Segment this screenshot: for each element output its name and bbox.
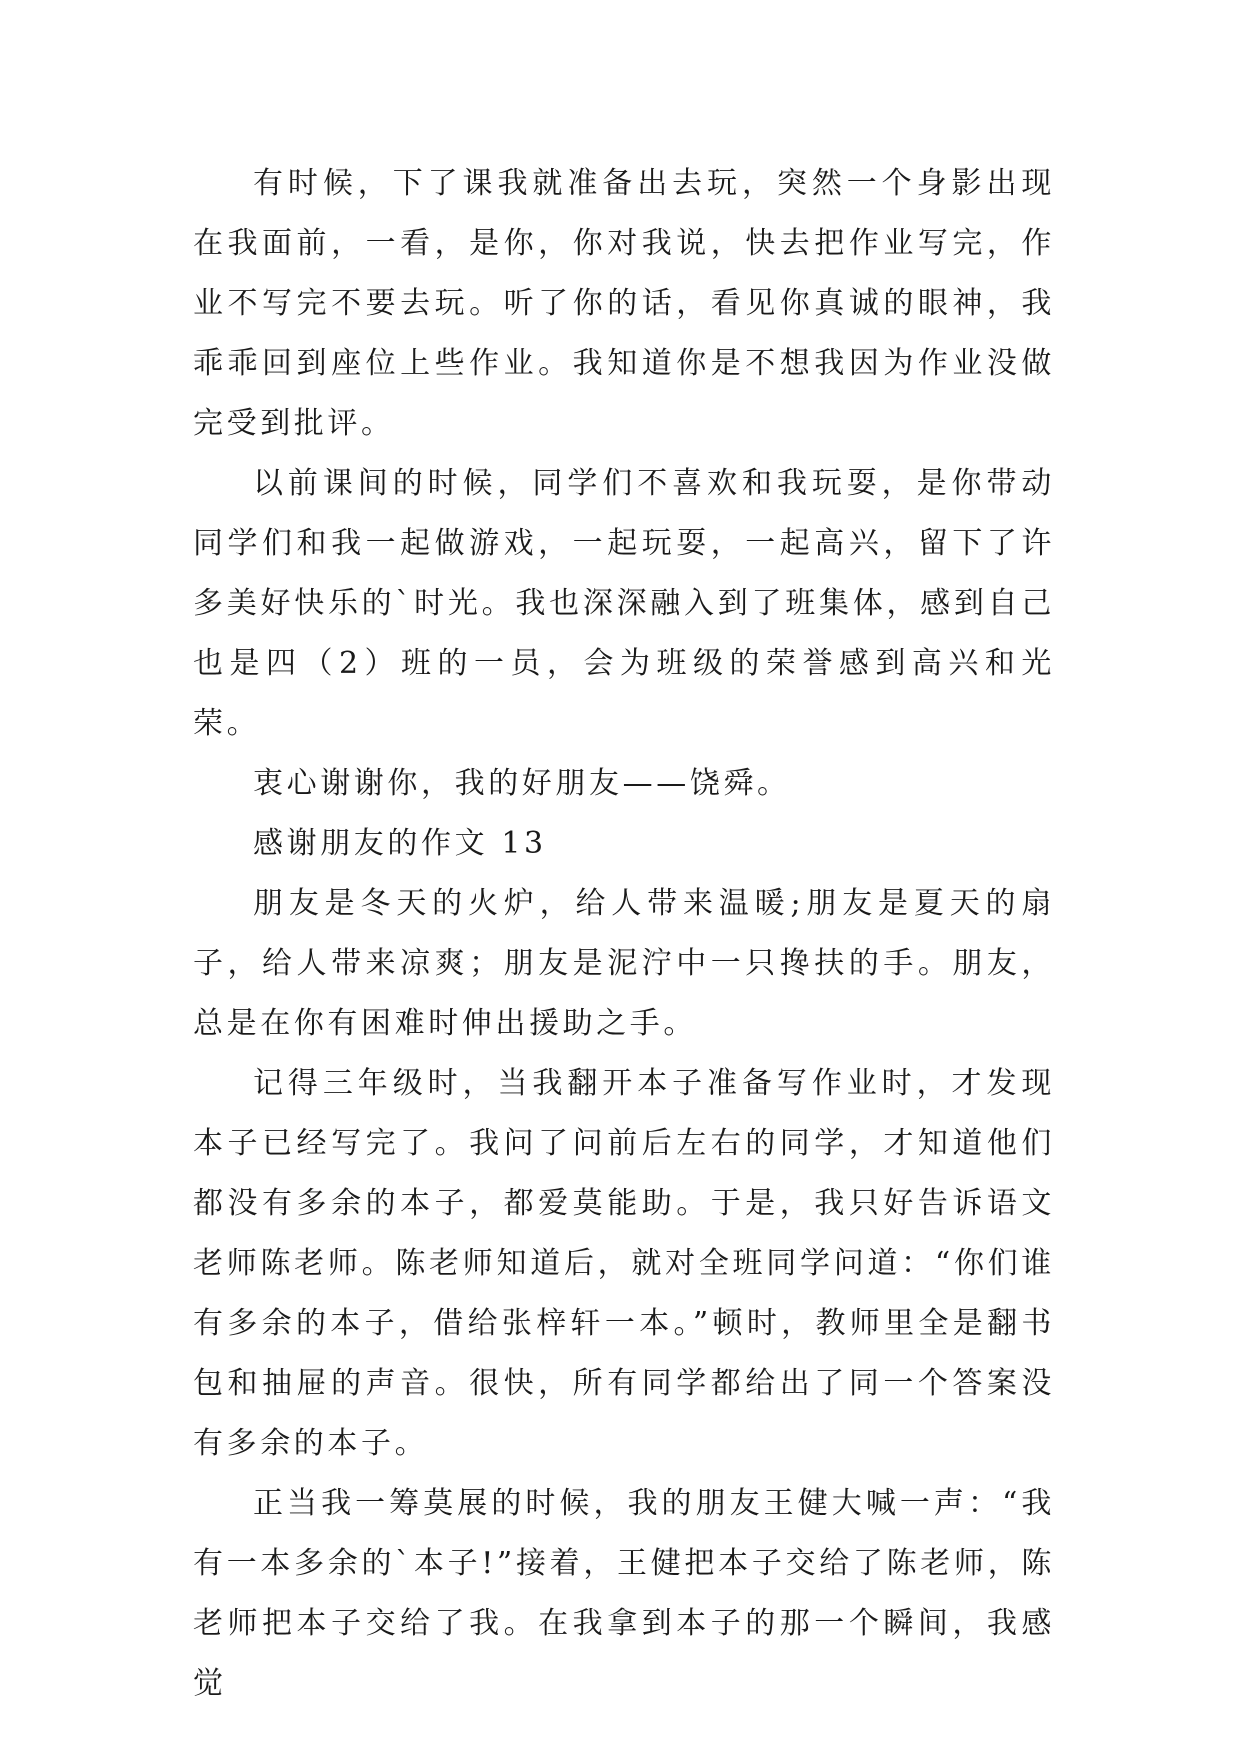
document-body <box>193 154 1055 1714</box>
paragraph: 朋友是冬天的火炉，给人带来温暖;朋友是夏天的扇子，给人带来凉爽；朋友是泥泞中一只搀扶的手。朋友，总是在你有困难时伸出援助之手。 <box>193 886 1055 1041</box>
paragraph: 以前课间的时候，同学们不喜欢和我玩耍，是你带动同学们和我一起做游戏，一起玩耍，一起高兴，留下了许多美好快乐的`时光。我也深深融入到了班集体，感到自己也是四（2）班的一员，会为班级的荣誉感到高兴和光荣。 <box>193 466 1055 741</box>
section-heading: 感谢朋友的作文 13 <box>253 826 547 861</box>
paragraph: 有时候，下了课我就准备出去玩，突然一个身影出现在我面前，一看，是你，你对我说，快去把作业写完，作业不写完不要去玩。听了你的话，看见你真诚的眼神，我乖乖回到座位上些作业。我知道你是不想我因为作业没做完受到批评。 <box>193 166 1055 441</box>
paragraph: 正当我一筹莫展的时候，我的朋友王健大喊一声：“我有一本多余的`本子!”接着，王健把本子交给了陈老师，陈老师把本子交给了我。在我拿到本子的那一个瞬间，我感觉 <box>193 1486 1055 1701</box>
paragraph: 衷心谢谢你，我的好朋友——饶舜。 <box>253 766 791 801</box>
paragraph: 记得三年级时，当我翻开本子准备写作业时，才发现本子已经写完了。我问了问前后左右的同学，才知道他们都没有多余的本子，都爱莫能助。于是，我只好告诉语文老师陈老师。陈老师知道后，就对全班同学问道：“你们谁有多余的本子，借给张梓轩一本。”顿时，教师里全是翻书包和抽屉的声音。很快，所有同学都给出了同一个答案没有多余的本子。 <box>193 1066 1055 1461</box>
